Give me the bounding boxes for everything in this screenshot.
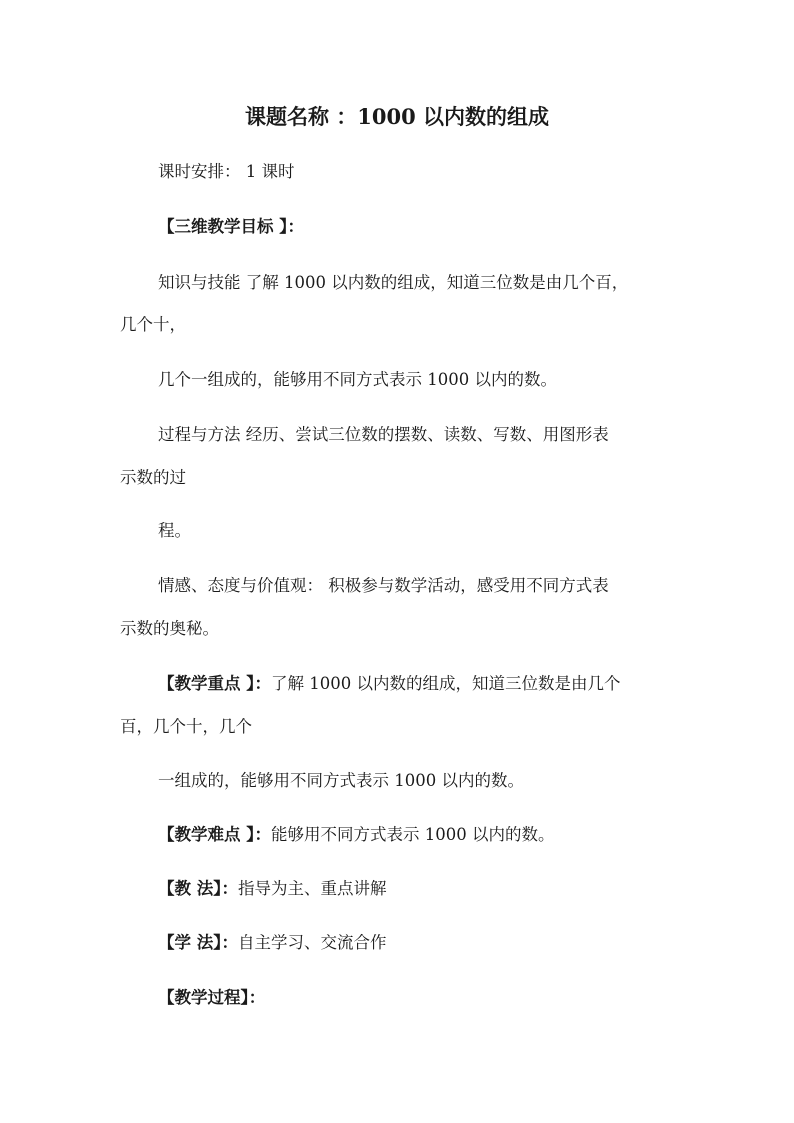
key-point-line-1: [120, 666, 718, 702]
knowledge-line-2: 几个十，: [120, 315, 186, 334]
knowledge-line-1: 知识与技能 了解 1000 以内数的组成，知道三位数是由几个百，: [158, 273, 629, 292]
lesson-schedule: 课时安排： 1 课时: [158, 162, 295, 181]
difficulty-label: 【教学难点 】：: [158, 825, 271, 844]
teaching-method-line: [120, 871, 718, 907]
process-heading: 【教学过程】：: [158, 988, 266, 1007]
attitude-line-2: 示数的奥秘。: [120, 619, 219, 638]
objectives-heading: 【三维教学目标 】：: [158, 217, 304, 236]
key-point-line-2: 百，几个十，几个: [120, 717, 252, 736]
knowledge-line-3: 几个一组成的，能够用不同方式表示 1000 以内的数。: [158, 370, 557, 389]
teaching-method-text: 指导为主、重点讲解: [238, 879, 387, 898]
learning-method-text: 自主学习、交流合作: [238, 933, 387, 952]
difficulty-text: 能够用不同方式表示 1000 以内的数。: [271, 825, 555, 844]
key-point-label: 【教学重点 】：: [158, 674, 271, 693]
key-point-line-3: 一组成的，能够用不同方式表示 1000 以内的数。: [158, 771, 524, 790]
key-point-text: 了解 1000 以内数的组成，知道三位数是由几个: [271, 674, 621, 693]
attitude-line-1: 情感、态度与价值观： 积极参与数学活动，感受用不同方式表: [158, 576, 609, 595]
learning-method-label: 【学 法】：: [158, 933, 238, 952]
process-line-2: 示数的过: [120, 468, 186, 487]
teaching-method-label: 【教 法】：: [158, 879, 238, 898]
lesson-title: 课题名称 ：1000 以内数的组成: [244, 104, 550, 129]
process-line-3: 程。: [158, 521, 191, 540]
difficulty-line: [120, 817, 718, 853]
process-line-1: 过程与方法 经历、尝试三位数的摆数、读数、写数、用图形表: [158, 425, 609, 444]
learning-method-line: [120, 925, 718, 961]
